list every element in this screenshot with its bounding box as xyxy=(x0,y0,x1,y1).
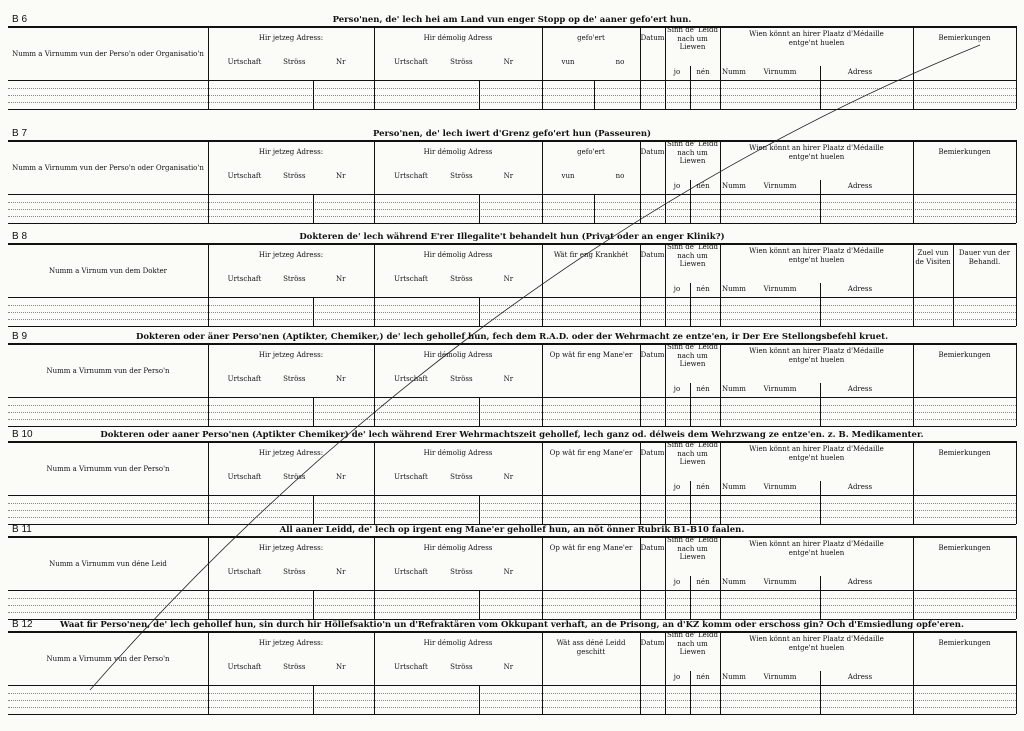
date-header: Datum xyxy=(640,449,665,457)
entry-line[interactable] xyxy=(8,216,1016,217)
former-address-header: Hir démolig Adress xyxy=(423,544,493,552)
section-code: B 12 xyxy=(12,619,33,630)
mid-header: Op wät fir eng Mane'er xyxy=(549,449,633,457)
column-divider xyxy=(374,140,375,223)
entry-line[interactable] xyxy=(8,102,1016,103)
yes-label: jo xyxy=(673,483,681,491)
column-divider xyxy=(542,441,543,524)
address-town: Urtschaft xyxy=(394,375,428,383)
column-divider xyxy=(913,343,914,426)
entry-line[interactable] xyxy=(8,707,1016,708)
name-header: Numm a Virnumm vun der Perso'n xyxy=(46,465,170,473)
sub-divider xyxy=(479,297,480,326)
section-code: B 9 xyxy=(12,331,28,342)
column-divider xyxy=(208,631,209,714)
header-rule xyxy=(8,536,1016,538)
former-address-header: Hir démolig Adress xyxy=(423,449,493,457)
address-number: Nr xyxy=(503,568,514,576)
sub-divider xyxy=(313,194,314,223)
section-b6 xyxy=(8,14,1016,111)
column-divider xyxy=(720,631,721,714)
mid-header: gefo'ert xyxy=(577,148,605,156)
medal-divider xyxy=(820,66,821,109)
no-label: nén xyxy=(696,182,710,190)
remarks-header: Bemierkungen xyxy=(938,34,991,42)
current-address-header: Hir jetzeg Adress: xyxy=(258,639,324,647)
sub-divider xyxy=(479,590,480,619)
yesno-divider xyxy=(690,481,691,524)
sub-divider xyxy=(479,397,480,426)
header-bottom-rule xyxy=(8,685,1016,686)
medal-name: Numm xyxy=(722,385,746,393)
entry-line[interactable] xyxy=(8,202,1016,203)
current-address-header: Hir jetzeg Adress: xyxy=(258,544,324,552)
alive-header: Sinn de' Leidd nach um Liewen xyxy=(666,343,719,368)
yes-label: jo xyxy=(673,182,681,190)
column-divider xyxy=(542,243,543,326)
entry-line[interactable] xyxy=(8,312,1016,313)
sub-divider xyxy=(479,685,480,714)
section-bottom-rule xyxy=(8,426,1016,427)
section-b7 xyxy=(8,128,1016,225)
column-divider xyxy=(913,140,914,223)
address-number: Nr xyxy=(503,275,514,283)
header-bottom-rule xyxy=(8,590,1016,591)
header-bottom-rule xyxy=(8,397,1016,398)
column-divider xyxy=(953,243,954,326)
address-town: Urtschaft xyxy=(227,275,262,283)
remarks-header: Bemierkungen xyxy=(938,148,991,156)
sub-divider xyxy=(594,194,595,223)
medal-divider xyxy=(820,576,821,619)
name-header: Numm a Virnumm vun der Perso'n oder Organisatio'n xyxy=(12,164,204,172)
address-street: Ströss xyxy=(283,473,306,481)
no-label: nén xyxy=(696,673,710,681)
section-bottom-rule xyxy=(8,223,1016,224)
yesno-divider xyxy=(690,283,691,326)
address-street: Ströss xyxy=(283,568,306,576)
yes-label: jo xyxy=(673,385,681,393)
address-number: Nr xyxy=(336,375,346,383)
address-town: Urtschaft xyxy=(227,375,262,383)
yesno-divider xyxy=(690,66,691,109)
remarks-header: Bemierkungen xyxy=(938,639,991,647)
yes-label: jo xyxy=(673,673,681,681)
address-number: Nr xyxy=(336,172,346,180)
section-title: Perso'nen, de' lech iwert d'Grenz gefo'ert hun (Passeuren) xyxy=(372,129,652,139)
from-label: vun xyxy=(561,172,575,180)
section-b11 xyxy=(8,524,1016,621)
column-divider xyxy=(208,441,209,524)
entry-line[interactable] xyxy=(8,209,1016,210)
address-town: Urtschaft xyxy=(227,172,262,180)
address-number: Nr xyxy=(336,473,346,481)
column-divider xyxy=(913,26,914,109)
address-town: Urtschaft xyxy=(227,473,262,481)
medal-address: Adress xyxy=(847,578,873,586)
former-address-header: Hir démolig Adress xyxy=(423,351,493,359)
column-divider xyxy=(374,243,375,326)
medal-name: Numm xyxy=(722,68,746,76)
no-label: nén xyxy=(696,578,710,586)
current-address-header: Hir jetzeg Adress: xyxy=(258,449,324,457)
address-town: Urtschaft xyxy=(394,568,428,576)
address-town: Urtschaft xyxy=(227,58,262,66)
address-number: Nr xyxy=(503,172,514,180)
remarks-header: Bemierkungen xyxy=(938,544,991,552)
section-title: Dokteren de' lech während E'rer Illegalite't behandelt hun (Privat oder an enger Klinik?) xyxy=(299,232,725,242)
medal-header: Wien könnt an hirer Plaatz d'Médaille entge'nt huelen xyxy=(749,540,884,557)
column-divider xyxy=(542,631,543,714)
mid-header: Wät fir eng Krankhét xyxy=(553,251,629,259)
entry-line[interactable] xyxy=(8,510,1016,511)
address-number: Nr xyxy=(503,375,514,383)
column-divider xyxy=(542,26,543,109)
address-town: Urtschaft xyxy=(394,275,428,283)
address-street: Ströss xyxy=(283,663,306,671)
current-address-header: Hir jetzeg Adress: xyxy=(258,251,324,259)
yesno-divider xyxy=(690,180,691,223)
name-header: Numm a Virnumm vun der Perso'n xyxy=(46,655,170,663)
address-street: Ströss xyxy=(450,375,473,383)
column-divider xyxy=(1016,343,1017,426)
date-header: Datum xyxy=(640,148,665,156)
medal-address: Adress xyxy=(847,385,873,393)
sub-divider xyxy=(313,397,314,426)
medal-divider xyxy=(820,481,821,524)
former-address-header: Hir démolig Adress xyxy=(423,34,493,42)
entry-line[interactable] xyxy=(8,693,1016,694)
current-address-header: Hir jetzeg Adress: xyxy=(258,148,324,156)
column-divider xyxy=(374,26,375,109)
name-header: Numm a Virnumm vun déne Leid xyxy=(49,560,167,568)
duration-header: Dauer vun der Behandl. xyxy=(958,249,1011,266)
medal-divider xyxy=(820,180,821,223)
column-divider xyxy=(374,536,375,619)
medal-address: Adress xyxy=(847,285,873,293)
medal-divider xyxy=(820,671,821,714)
medal-divider xyxy=(820,383,821,426)
yesno-divider xyxy=(690,383,691,426)
entry-line[interactable] xyxy=(8,88,1016,89)
address-street: Ströss xyxy=(450,58,473,66)
section-title: Perso'nen, de' lech hei am Land vun enger Stopp op de' aaner gefo'ert hun. xyxy=(332,15,692,25)
address-street: Ströss xyxy=(450,275,473,283)
entry-line[interactable] xyxy=(8,405,1016,406)
date-header: Datum xyxy=(640,639,665,647)
column-divider xyxy=(374,343,375,426)
no-label: nén xyxy=(696,385,710,393)
medal-firstname: Virnumm xyxy=(763,483,797,491)
section-title: Dokteren oder aaner Perso'nen (Aptikter Chemiker) de' lech während Erer Wehrmachtszeit gehollef, lech ganz od. délweis dem Wehrzwang ze entze'en. z. B. Medikamenter. xyxy=(100,430,924,440)
column-divider xyxy=(1016,26,1017,109)
entry-line[interactable] xyxy=(8,700,1016,701)
address-town: Urtschaft xyxy=(394,663,428,671)
column-divider xyxy=(913,631,914,714)
name-header: Numm a Virnum vun dem Dokter xyxy=(49,267,167,275)
no-label: nén xyxy=(696,483,710,491)
alive-header: Sinn de' Leidd nach um Liewen xyxy=(666,631,719,656)
section-bottom-rule xyxy=(8,109,1016,110)
medal-address: Adress xyxy=(847,68,873,76)
date-header: Datum xyxy=(640,34,665,42)
header-rule xyxy=(8,343,1016,345)
section-bottom-rule xyxy=(8,326,1016,327)
entry-line[interactable] xyxy=(8,319,1016,320)
column-divider xyxy=(208,26,209,109)
medal-name: Numm xyxy=(722,578,746,586)
former-address-header: Hir démolig Adress xyxy=(423,639,493,647)
address-number: Nr xyxy=(503,473,514,481)
address-number: Nr xyxy=(503,58,514,66)
former-address-header: Hir démolig Adress xyxy=(423,148,493,156)
address-street: Ströss xyxy=(283,172,306,180)
section-title: All aaner Leidd, de' lech op irgent eng Mane'er gehollef hun, an nöt önner Rubrik B1-B10 faalen. xyxy=(279,525,745,535)
column-divider xyxy=(374,441,375,524)
column-divider xyxy=(1016,140,1017,223)
header-bottom-rule xyxy=(8,495,1016,496)
entry-line[interactable] xyxy=(8,95,1016,96)
to-label: no xyxy=(615,58,625,66)
entry-line[interactable] xyxy=(8,305,1016,306)
yes-label: jo xyxy=(673,68,681,76)
visits-header: Zuel vun de Visiten xyxy=(915,249,951,266)
address-town: Urtschaft xyxy=(227,568,262,576)
column-divider xyxy=(720,536,721,619)
medal-header: Wien könnt an hirer Plaatz d'Médaille entge'nt huelen xyxy=(749,445,884,462)
sub-divider xyxy=(479,495,480,524)
address-town: Urtschaft xyxy=(394,473,428,481)
address-street: Ströss xyxy=(450,568,473,576)
sub-divider xyxy=(313,685,314,714)
column-divider xyxy=(720,243,721,326)
column-divider xyxy=(1016,243,1017,326)
header-rule xyxy=(8,26,1016,28)
column-divider xyxy=(1016,441,1017,524)
column-divider xyxy=(208,343,209,426)
mid-header: Op wät fir eng Mane'er xyxy=(549,351,633,359)
header-rule xyxy=(8,140,1016,142)
date-header: Datum xyxy=(640,351,665,359)
alive-header: Sinn de' Leidd nach um Liewen xyxy=(666,140,719,165)
yes-label: jo xyxy=(673,285,681,293)
current-address-header: Hir jetzeg Adress: xyxy=(258,351,324,359)
mid-header: gefo'ert xyxy=(577,34,605,42)
medal-name: Numm xyxy=(722,285,746,293)
section-b10 xyxy=(8,429,1016,526)
medal-header: Wien könnt an hirer Plaatz d'Médaille entge'nt huelen xyxy=(749,347,884,364)
header-bottom-rule xyxy=(8,80,1016,81)
address-town: Urtschaft xyxy=(394,172,428,180)
from-label: vun xyxy=(561,58,575,66)
mid-header: Op wät fir eng Mane'er xyxy=(549,544,633,552)
address-street: Ströss xyxy=(283,275,306,283)
section-code: B 10 xyxy=(12,429,33,440)
date-header: Datum xyxy=(640,544,665,552)
header-bottom-rule xyxy=(8,194,1016,195)
sub-divider xyxy=(594,80,595,109)
sub-divider xyxy=(313,590,314,619)
medal-address: Adress xyxy=(847,182,873,190)
section-b9 xyxy=(8,331,1016,428)
medal-header: Wien könnt an hirer Plaatz d'Médaille entge'nt huelen xyxy=(749,30,884,47)
mid-header: Wät ass déné Leidd geschitt xyxy=(556,639,626,656)
entry-line[interactable] xyxy=(8,612,1016,613)
sub-divider xyxy=(479,80,480,109)
address-street: Ströss xyxy=(450,172,473,180)
alive-header: Sinn de' Leidd nach um Liewen xyxy=(666,26,719,51)
column-divider xyxy=(1016,536,1017,619)
address-town: Urtschaft xyxy=(394,58,428,66)
no-label: nén xyxy=(696,285,710,293)
medal-name: Numm xyxy=(722,673,746,681)
address-number: Nr xyxy=(336,58,346,66)
no-label: nén xyxy=(696,68,710,76)
column-divider xyxy=(720,26,721,109)
medal-firstname: Virnumm xyxy=(763,285,797,293)
sub-divider xyxy=(479,194,480,223)
address-street: Ströss xyxy=(283,58,306,66)
column-divider xyxy=(208,243,209,326)
address-number: Nr xyxy=(336,568,346,576)
entry-line[interactable] xyxy=(8,517,1016,518)
column-divider xyxy=(913,441,914,524)
alive-header: Sinn de' Leidd nach um Liewen xyxy=(666,243,719,268)
address-street: Ströss xyxy=(450,663,473,671)
section-title: Waat fir Perso'nen, de' lech gehollef hun, sin durch hir Höllefsaktio'n un d'Refraktären vom Okkupant verhaft, an de Prisong, an d'KZ komm oder erschoss gin? Och d'Emsiedlung opfe'eren. xyxy=(60,620,964,630)
alive-header: Sinn de' Leidd nach um Liewen xyxy=(666,536,719,561)
column-divider xyxy=(1016,631,1017,714)
header-bottom-rule xyxy=(8,297,1016,298)
medal-firstname: Virnumm xyxy=(763,385,797,393)
address-street: Ströss xyxy=(450,473,473,481)
medal-address: Adress xyxy=(847,673,873,681)
yesno-divider xyxy=(690,576,691,619)
medal-firstname: Virnumm xyxy=(763,68,797,76)
entry-line[interactable] xyxy=(8,598,1016,599)
sub-divider xyxy=(313,297,314,326)
current-address-header: Hir jetzeg Adress: xyxy=(258,34,324,42)
yesno-divider xyxy=(690,671,691,714)
column-divider xyxy=(913,536,914,619)
sub-divider xyxy=(313,495,314,524)
section-b8 xyxy=(8,231,1016,328)
name-header: Numm a Virnumm vun der Perso'n oder Organisatio'n xyxy=(12,50,204,58)
date-header: Datum xyxy=(640,251,665,259)
medal-header: Wien könnt an hirer Plaatz d'Médaille entge'nt huelen xyxy=(749,247,884,264)
section-b12 xyxy=(8,619,1016,716)
section-bottom-rule xyxy=(8,714,1016,715)
medal-name: Numm xyxy=(722,182,746,190)
sub-divider xyxy=(313,80,314,109)
section-code: B 11 xyxy=(12,524,32,535)
medal-header: Wien könnt an hirer Plaatz d'Médaille entge'nt huelen xyxy=(749,144,884,161)
column-divider xyxy=(542,343,543,426)
medal-firstname: Virnumm xyxy=(763,578,797,586)
column-divider xyxy=(720,441,721,524)
alive-header: Sinn de' Leidd nach um Liewen xyxy=(666,441,719,466)
remarks-header: Bemierkungen xyxy=(938,449,991,457)
medal-firstname: Virnumm xyxy=(763,182,797,190)
column-divider xyxy=(208,536,209,619)
column-divider xyxy=(720,140,721,223)
header-rule xyxy=(8,243,1016,245)
column-divider xyxy=(542,140,543,223)
column-divider xyxy=(720,343,721,426)
address-street: Ströss xyxy=(283,375,306,383)
section-code: B 6 xyxy=(12,14,28,25)
section-code: B 8 xyxy=(12,231,28,242)
header-rule xyxy=(8,631,1016,633)
address-number: Nr xyxy=(503,663,514,671)
address-number: Nr xyxy=(336,275,346,283)
yes-label: jo xyxy=(673,578,681,586)
column-divider xyxy=(374,631,375,714)
entry-line[interactable] xyxy=(8,605,1016,606)
column-divider xyxy=(542,536,543,619)
medal-divider xyxy=(820,283,821,326)
section-code: B 7 xyxy=(12,128,28,139)
entry-line[interactable] xyxy=(8,503,1016,504)
name-header: Numm a Virnumm vun der Perso'n xyxy=(46,367,170,375)
medal-address: Adress xyxy=(847,483,873,491)
remarks-header: Bemierkungen xyxy=(938,351,991,359)
medal-header: Wien könnt an hirer Plaatz d'Médaille entge'nt huelen xyxy=(749,635,884,652)
column-divider xyxy=(208,140,209,223)
entry-line[interactable] xyxy=(8,419,1016,420)
header-rule xyxy=(8,441,1016,443)
medal-name: Numm xyxy=(722,483,746,491)
address-town: Urtschaft xyxy=(227,663,262,671)
to-label: no xyxy=(615,172,625,180)
entry-line[interactable] xyxy=(8,412,1016,413)
address-number: Nr xyxy=(336,663,346,671)
medal-firstname: Virnumm xyxy=(763,673,797,681)
former-address-header: Hir démolig Adress xyxy=(423,251,493,259)
section-title: Dokteren oder äner Perso'nen (Aptikter, Chemiker,) de' lech gehollef hun, fech dem R.A.D. oder der Wehrmacht ze entze'en, ir Der Ere Stellongsbefehl kruet. xyxy=(135,332,889,342)
